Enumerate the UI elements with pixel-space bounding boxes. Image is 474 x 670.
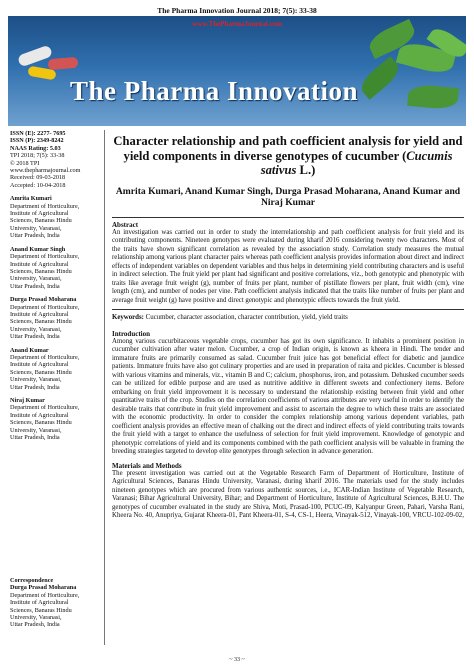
copyright: © 2018 TPI <box>10 159 40 167</box>
methods-heading: Materials and Methods <box>112 461 182 470</box>
article-title: Character relationship and path coefficient analysis for yield and yield components in diverse genotypes of cucumber (Cucumis sativus L.) <box>113 134 463 177</box>
correspondence <box>10 577 100 629</box>
article-authors: Amrita Kumari, Anand Kumar Singh, Durga Prasad Moharana, Anand Kumar and Niraj Kumar <box>115 185 461 208</box>
abstract-heading: Abstract <box>112 220 139 229</box>
affiliation-block <box>10 195 100 239</box>
introduction-heading: Introduction <box>112 329 150 338</box>
correspondence-name: Durga Prasad Moharana <box>10 584 77 592</box>
received-date: Received: 09-03-2018 <box>10 174 66 182</box>
journal-header: The Pharma Innovation Journal 2018; 7(5): 33-38 <box>157 6 317 15</box>
affiliation-block <box>10 347 100 391</box>
keywords-label: Keywords: <box>112 314 144 321</box>
issn-p: ISSN (P): 2349-8242 <box>10 137 64 145</box>
species-name: Cucumis sativus <box>260 148 453 177</box>
correspondence-affiliation: Department of Horticulture, Institute of Agricultural Sciences, Banaras Hindu University, Varanasi, Uttar Pradesh, India <box>10 591 80 629</box>
accepted-date: Accepted: 10-04-2018 <box>10 181 66 189</box>
affiliation-author-name: Durga Prasad Moharana <box>10 296 77 304</box>
affiliation-text: Department of Horticulture, Institute of Agricultural Sciences, Banaras Hindu University, Varanasi, Uttar Pradesh, India <box>10 404 80 442</box>
affiliation-block <box>10 397 100 441</box>
leaf-decoration-3 <box>357 56 404 100</box>
article-body <box>112 134 464 521</box>
leaf-decoration-5 <box>407 84 459 110</box>
naas-rating: NAAS Rating: 5.03 <box>10 144 61 152</box>
affiliation-block <box>10 246 100 290</box>
affiliation-text: Department of Horticulture, Institute of Agricultural Sciences, Banaras Hindu University, Varanasi, Uttar Pradesh, India <box>10 202 80 240</box>
banner-title: The Pharma Innovation <box>70 76 359 106</box>
keywords <box>112 314 464 323</box>
abstract-text: An investigation was carried out in order to study the interrelationship and path coefficient analysis for fruit yield and its contributing components. Nineteen genotypes were evaluated during kharif 2016 considering twenty two characters. Most of the traits have shown significant correlation as revealed by the association study. Correlation study measures the mutual relationship among various plant character pairs whereas path coefficient analysis provides information about direct and indirect effects of independent variables on dependent variables and thus helps in determining yield contributing characters and is useful in indirect selection. The fruit yield per plant had significant and positive correlations, viz., both genotypic and phenotypic with traits like average fruit weight (g), number of fruits per plant, number of pistillate flowers per plant, fruit width (cm), vine length (cm), and number of nodes per vine. Path coefficient analysis indicated that the traits like number of fruits per plant and average fruit weight (g) have positive and direct genotypic and phenotypic effects towards the fruit yield. <box>112 228 464 304</box>
tpi-citation: TPI 2018; 7(5): 33-38 <box>10 152 65 160</box>
issn-e: ISSN (E): 2277- 7695 <box>10 130 66 137</box>
capsule-decoration-3 <box>48 57 79 71</box>
affiliation-text: Department of Horticulture, Institute of Agricultural Sciences, Banaras Hindu University, Varanasi, Uttar Pradesh, India <box>10 353 80 391</box>
introduction-text: Among various cucurbitaceous vegetable crops, cucumber has got its own significance. It inhabits a prominent position in cucumber cultivation after water melon. Cucumber, a crop of Indian origin, is known as kheera in Hindi. The tender and immature fruits are primarily consumed as salad. Cucumber fruit juice has got beneficial effect for diabetic and jaundice patients. Immature fruits have also got culinary properties and are used in preparation of raita and pickles. Cucumber is blessed with various vitamins and minerals, viz., vitamin B and C; calcium, phosphorus, iron, and potassium. Dehusked cucumber seeds can be utilized for edible purpose and are used as nutritive additive in different sweets and confectionery items. Before embarking on fruit yield improvement it is necessary to understand the relationship existing between fruit yield and other quantitative traits of the crop. Studies on the correlation coefficients of various attributes are very useful in order to identify the desirable traits that contribute in fruit yield improvement and assist to ascertain the degree to which these traits are associated with the economic productivity. In order to consider the complex relationship among various dependent variables, path coefficient analysis provides an effective mean of chalking out the direct and indirect effects of yield contributing traits towards the fruit yield with a target to enhance the usefulness of selection for fruit yield improvement. Knowledge of genotypic and phenotypic correlations of yield and its components combined with the path coefficient analysis will be valuable in framing the breeding strategies targeted to develop elite genotypes through selection in advance generation. <box>112 337 464 455</box>
methods-text: The present investigation was carried out at the Vegetable Research Farm of Department of Horticulture, Institute of Agricultural Sciences, Banaras Hindu University, Varanasi, during kharif 2016. The materials used for the study includes nineteen genotypes which are procured from various authentic sources, i.e., ICAR-Indian Institute of Vegetable Research, Varanasi; Bihar Agricultural University, Bihar; and Department of Horticulture, Institute of Agricultural Sciences, B.H.U. The genotypes of cucumber evaluated in the study are Shiva, Moti, Prasad-100, PCUC-09, Kalyanpur Green, Pahari, Varsha Rani, Kheera No. 40, Anupriya, Gujarat Kheera-01, Pant Kheera-01, S-4, CS-1, Heera, Vinayak-512, Vinayak-100, VRCU-102-09-02, <box>112 469 464 519</box>
affiliation-list <box>10 195 100 441</box>
affiliation-author-name: Niraj Kumar <box>10 397 45 404</box>
publication-meta <box>10 130 100 189</box>
correspondence-label: Correspondence <box>10 577 54 584</box>
affiliation-text: Department of Horticulture, Institute of Agricultural Sciences, Banaras Hindu University, Varanasi, Uttar Pradesh, India <box>10 253 80 290</box>
affiliation-author-name: Anand Kumar Singh <box>10 245 66 253</box>
affiliation-author-name: Amrita Kumari <box>10 195 52 203</box>
keywords-list: Cucumber, character association, character contribution, yield, yield traits <box>143 314 348 321</box>
affiliation-block <box>10 296 100 340</box>
abstract-section <box>112 217 464 311</box>
banner-url[interactable]: www.ThePharmaJournal.com <box>192 20 282 28</box>
affiliation-text: Department of Horticulture, Institute of Agricultural Sciences, Banaras Hindu University, Varanasi, Uttar Pradesh, India <box>10 303 80 341</box>
column-divider <box>104 130 105 645</box>
journal-banner <box>8 16 466 126</box>
affiliation-author-name: Anand Kumar <box>10 346 49 354</box>
page-number: ~ 33 ~ <box>229 657 245 663</box>
journal-url[interactable]: www.thepharmajournal.com <box>10 167 81 175</box>
sidebar <box>10 130 100 629</box>
